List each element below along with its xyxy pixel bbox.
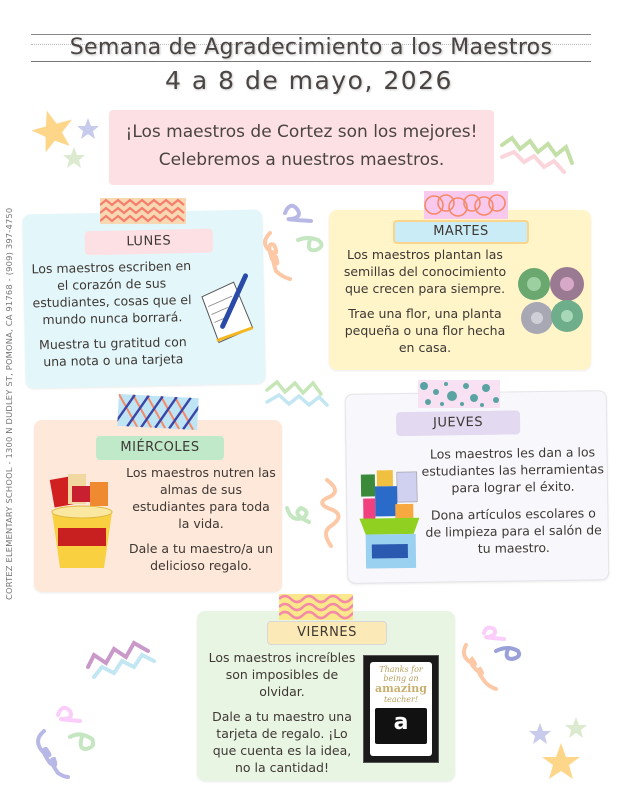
card-viernes [197, 611, 455, 781]
jueves-text-1: Los maestros les dan a los estudiantes las herramientas para lograr el éxito. [421, 444, 605, 496]
banner-line-2: Celebremos a nuestros maestros. [158, 150, 445, 170]
day-label-miercoles: MIÉRCOLES [96, 436, 224, 460]
stars-decoration-icon [30, 105, 105, 175]
school-address: CORTEZ ELEMENTARY SCHOOL - 1300 N DUDLEY ST, POMONA, CA 91768 - (909) 397-4750 [4, 207, 14, 600]
squiggle-decoration-icon [283, 478, 353, 548]
tape-zigzag-decoration [100, 198, 186, 224]
tape-polka-dot-decoration [418, 380, 500, 408]
amazon-gift-card-image: Thanks for being an amazing teacher! a [363, 655, 439, 763]
zigzag-decoration-icon [265, 378, 340, 408]
zigzag-squiggle-decoration-icon [30, 625, 160, 780]
day-label-martes: MARTES [393, 220, 529, 244]
viernes-text-1: Los maestros increíbles son imposibles de olvidar. [208, 650, 356, 699]
title-ruled-lines [31, 34, 591, 62]
banner-line-1: ¡Los maestros de Cortez son los mejores! [125, 122, 478, 142]
tape-wavy-decoration [279, 594, 353, 620]
viernes-text-2: Dale a tu maestro una tarjeta de regalo. ¡Lo que cuenta es la idea, no la cantidad! [212, 709, 352, 775]
lunes-text-2: Muestra tu gratitud con una nota o una tarjeta [38, 334, 187, 370]
tape-plaid-decoration [117, 394, 199, 430]
martes-text-2: Trae una flor, una planta pequeña o una flor hecha en casa. [344, 306, 506, 355]
card-miercoles [34, 420, 282, 592]
card-jueves [345, 390, 610, 584]
event-date: 4 a 8 de mayo, 2026 [165, 66, 453, 95]
squiggle-decoration-icon [260, 195, 330, 285]
miercoles-text-1: Los maestros nutren las almas de sus estudiantes para toda la vida. [126, 465, 276, 531]
day-label-lunes: LUNES [85, 229, 213, 256]
lunes-text-1: Los maestros escriben en el corazón de sus estudiantes, cosas que el mundo nunca borrará. [31, 258, 192, 328]
day-label-jueves: JUEVES [396, 410, 520, 436]
notepad-pen-icon [195, 272, 259, 349]
succulents-image [517, 266, 587, 338]
tape-scribble-decoration [424, 191, 508, 219]
popcorn-candy-image [46, 464, 118, 574]
martes-text-1: Los maestros plantan las semillas del conocimiento que crecen para siempre. [343, 247, 507, 296]
day-label-viernes: VIERNES [267, 621, 387, 645]
amazon-logo-icon: a [375, 708, 427, 744]
card-lunes [22, 210, 266, 389]
card-martes [329, 210, 591, 370]
page-title: Semana de Agradecimiento a los Maestros [69, 35, 553, 60]
banner [109, 110, 494, 185]
school-supplies-basket-image [357, 468, 424, 573]
zigzag-decoration-icon [500, 135, 590, 180]
miercoles-text-2: Dale a tu maestro/a un delicioso regalo. [129, 541, 273, 573]
stars-squiggle-decoration-icon [460, 605, 610, 780]
jueves-text-2: Dona artículos escolares o de limpieza para el salón de tu maestro. [425, 505, 602, 556]
